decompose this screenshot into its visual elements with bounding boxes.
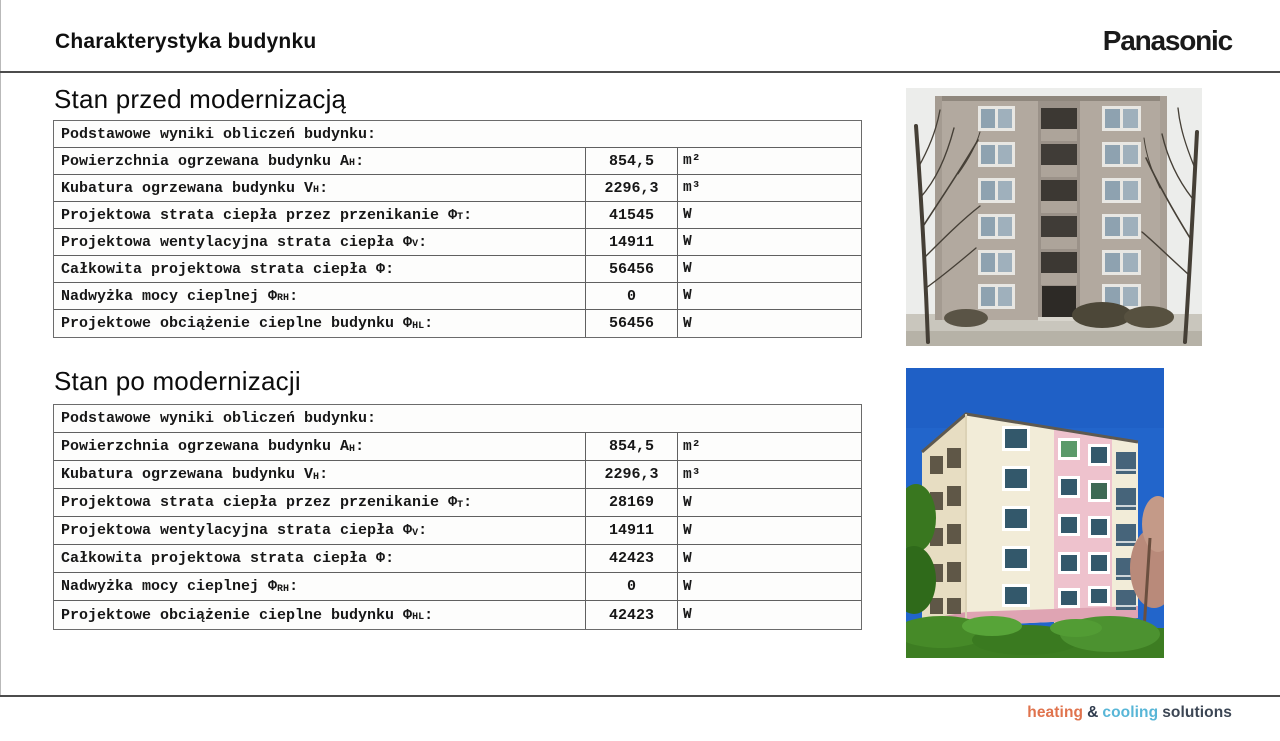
table-row	[54, 461, 861, 489]
table-row	[54, 310, 861, 337]
table-row	[54, 148, 861, 175]
panasonic-logo: Panasonic	[1102, 25, 1232, 56]
building-before-illustration	[906, 88, 1202, 346]
row-value: 14911	[585, 517, 678, 544]
row-value: 56456	[585, 310, 678, 337]
table-row	[54, 256, 861, 283]
row-unit: W	[683, 607, 692, 623]
row-value: 42423	[585, 545, 678, 572]
row-label: Projektowe obciążenie cieplne budynku Φ HL :	[61, 315, 434, 332]
table-row	[54, 517, 861, 545]
row-label: Nadwyżka mocy cieplnej Φ RH :	[61, 287, 299, 305]
photo-building-before	[906, 88, 1202, 346]
table-row	[54, 175, 861, 202]
row-value: 28169	[585, 489, 678, 516]
building-after-illustration	[906, 368, 1164, 658]
row-unit: m³	[683, 466, 701, 483]
table-header-label: Podstawowe wyniki obliczeń budynku:	[61, 410, 377, 427]
table-header-row	[54, 405, 861, 433]
section-title-after: Stan po modernizacji	[54, 366, 301, 396]
row-label: Projektowa wentylacyjna strata ciepła Φ V :	[61, 233, 428, 251]
table-row	[54, 545, 861, 573]
row-value: 56456	[585, 256, 678, 282]
footer-word-solutions: solutions	[1162, 704, 1232, 721]
row-unit: W	[683, 578, 692, 595]
row-label: Kubatura ogrzewana budynku V H :	[61, 179, 329, 197]
row-label: Projektowe obciążenie cieplne budynku Φ HL :	[61, 606, 434, 624]
table-row	[54, 229, 861, 256]
section-title-before: Stan przed modernizacją	[54, 84, 347, 114]
page-title: Charakterystyka budynku	[55, 30, 317, 53]
table-row	[54, 489, 861, 517]
row-value: 42423	[585, 601, 678, 629]
footer-word-heating: heating	[1027, 704, 1084, 721]
table-row	[54, 202, 861, 229]
header-divider	[0, 71, 1280, 73]
row-unit: W	[683, 261, 692, 277]
row-value: 0	[585, 283, 678, 309]
row-value: 41545	[585, 202, 678, 228]
footer-word-cooling: cooling	[1102, 704, 1159, 721]
row-unit: W	[683, 522, 692, 539]
row-label: Projektowa strata ciepła przez przenikanie Φ T :	[61, 206, 473, 224]
footer-tagline	[1023, 704, 1232, 722]
row-value: 0	[585, 573, 678, 600]
row-unit: m²	[683, 153, 701, 169]
row-value: 2296,3	[585, 175, 678, 201]
results-table-after	[53, 404, 862, 630]
row-unit: W	[683, 288, 692, 304]
slide-left-border	[0, 0, 1, 695]
table-row	[54, 601, 861, 629]
table-row	[54, 283, 861, 310]
row-unit: m²	[683, 438, 701, 455]
row-label: Projektowa wentylacyjna strata ciepła Φ V :	[61, 522, 428, 539]
footer-divider	[0, 695, 1280, 697]
row-label: Kubatura ogrzewana budynku V H :	[61, 466, 329, 483]
row-label: Powierzchnia ogrzewana budynku A H :	[61, 438, 365, 455]
row-label: Całkowita projektowa strata ciepła Φ:	[61, 550, 395, 567]
row-unit: m³	[683, 180, 701, 196]
photo-building-after	[906, 368, 1164, 658]
footer-word-amp: &	[1087, 704, 1099, 721]
table-row	[54, 433, 861, 461]
table-header-label: Podstawowe wyniki obliczeń budynku:	[61, 125, 377, 143]
row-value: 854,5	[585, 148, 678, 174]
row-value: 854,5	[585, 433, 678, 460]
row-label: Powierzchnia ogrzewana budynku A H :	[61, 152, 365, 170]
row-unit: W	[683, 315, 692, 332]
row-value: 2296,3	[585, 461, 678, 488]
row-unit: W	[683, 494, 692, 511]
row-label: Projektowa strata ciepła przez przenikanie Φ T :	[61, 494, 473, 511]
results-table-before	[53, 120, 862, 338]
row-unit: W	[683, 234, 692, 250]
row-label: Nadwyżka mocy cieplnej Φ RH :	[61, 578, 299, 595]
row-value: 14911	[585, 229, 678, 255]
row-unit: W	[683, 207, 692, 223]
row-label: Całkowita projektowa strata ciepła Φ:	[61, 260, 395, 278]
table-header-row	[54, 121, 861, 148]
row-unit: W	[683, 550, 692, 567]
table-row	[54, 573, 861, 601]
